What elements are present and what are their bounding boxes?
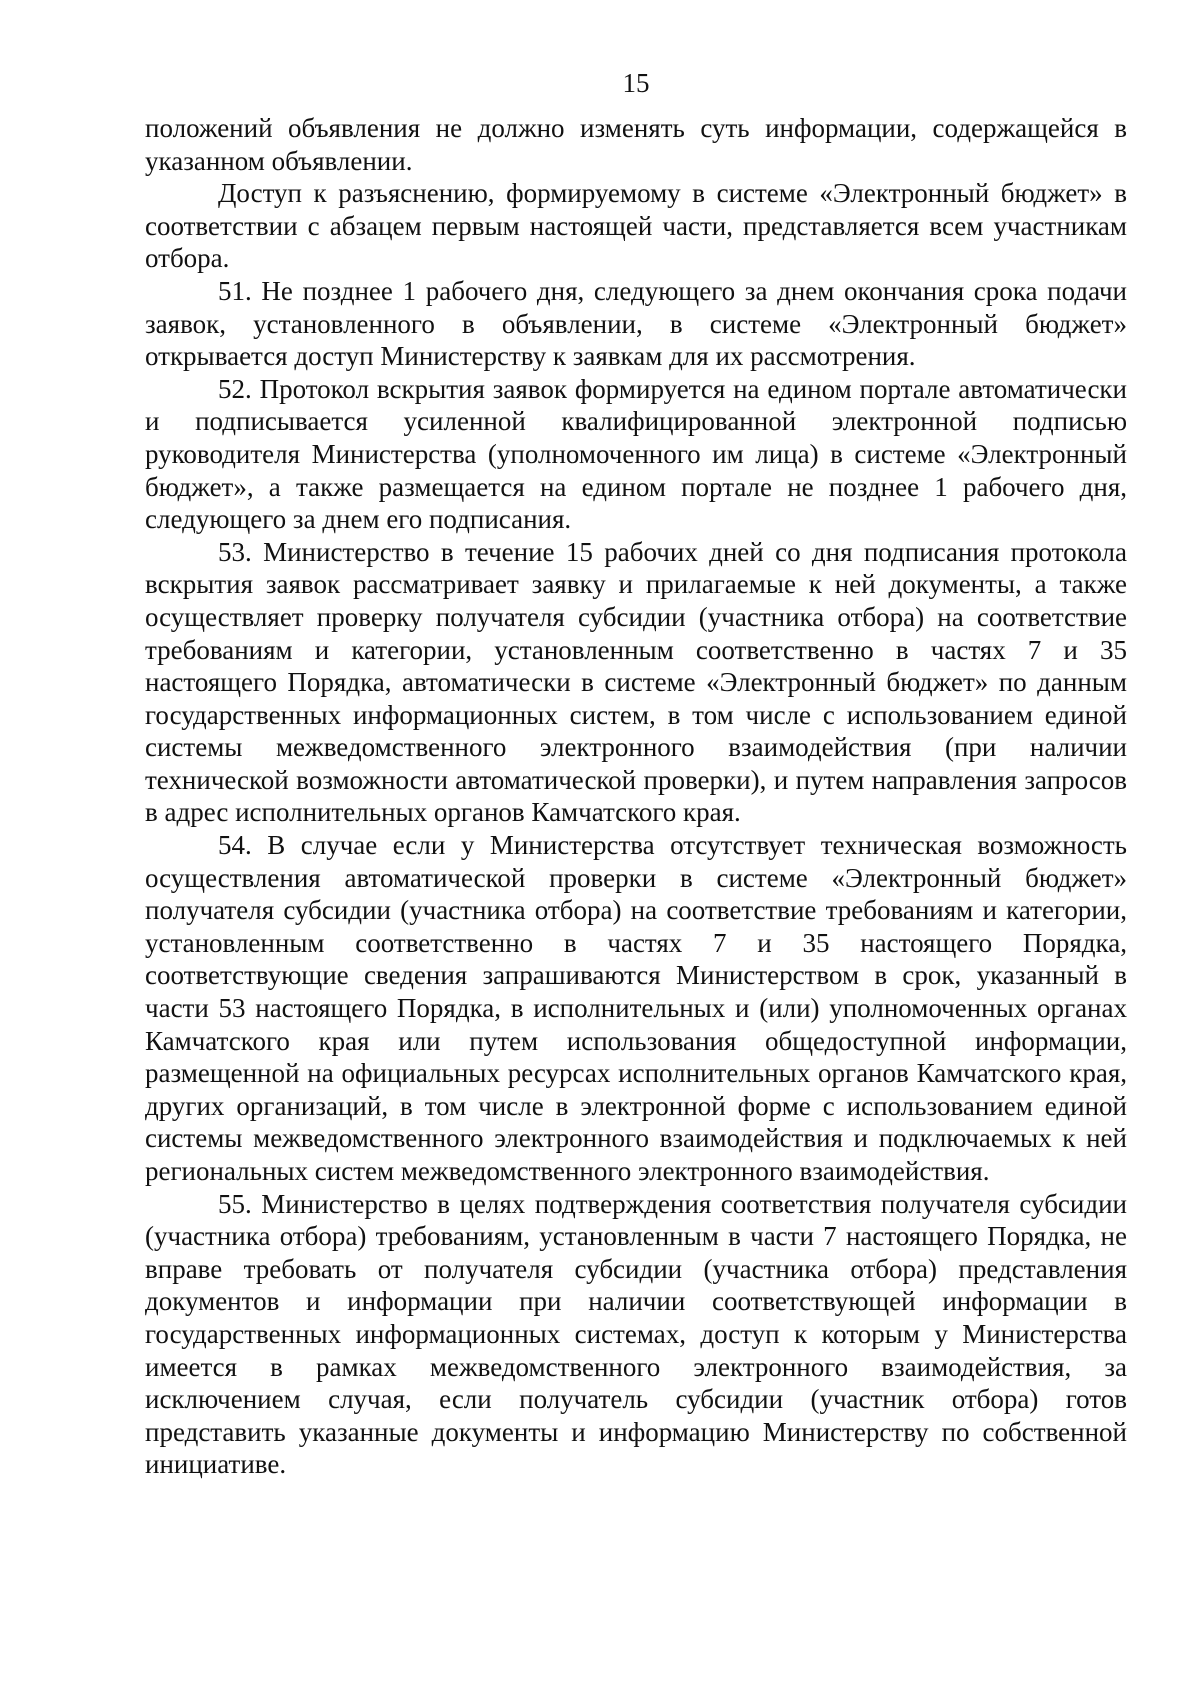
paragraph-52: 52. Протокол вскрытия заявок формируется на едином портале автоматически и подписывается усиленной квалифицированной электронной подписью руководителя Министерства (уполномоченного им лица) в системе «Электронный бюджет», а также размещается на едином портале не позднее 1 рабочего дня, следующего за днем его подписания.: [145, 373, 1127, 535]
paragraph-51: 51. Не позднее 1 рабочего дня, следующего за днем окончания срока подачи заявок, установленного в объявлении, в системе «Электронный бюджет» открывается доступ Министерству к заявкам для их рассмотрения.: [145, 275, 1127, 372]
paragraph-continuation: положений объявления не должно изменять суть информации, содержащейся в указанном объявлении.: [145, 113, 1127, 176]
paragraph-53: 53. Министерство в течение 15 рабочих дней со дня подписания протокола вскрытия заявок рассматривает заявку и прилагаемые к ней документы, а также осуществляет проверку получателя субсидии (участника отбора) на соответствие требованиям и категории, установленным соответственно в частях 7 и 35 настоящего Порядка, автоматически в системе «Электронный бюджет» по данным государственных информационных систем, в том числе с использованием единой системы межведомственного электронного взаимодействия (при наличии технической возможности автоматической проверки), и путем направления запросов в адрес исполнительных органов Камчатского края.: [145, 536, 1127, 828]
paragraph-54: 54. В случае если у Министерства отсутствует техническая возможность осуществления автоматической проверки в системе «Электронный бюджет» получателя субсидии (участника отбора) на соответствие требованиям и категории, установленным соответственно в частях 7 и 35 настоящего Порядка, соответствующие сведения запрашиваются Министерством в срок, указанный в части 53 настоящего Порядка, в исполнительных и (или) уполномоченных органах Камчатского края или путем использования общедоступной информации, размещенной на официальных ресурсах исполнительных органов Камчатского края, других организаций, в том числе в электронной форме с использованием единой системы межведомственного электронного взаимодействия и подключаемых к ней региональных систем межведомственного электронного взаимодействия.: [145, 830, 1127, 1186]
page-number: 15: [622, 68, 650, 98]
document-page: [145, 66, 1127, 1481]
paragraph-55: 55. Министерство в целях подтверждения соответствия получателя субсидии (участника отбора) требованиям, установленным в части 7 настоящего Порядка, не вправе требовать от получателя субсидии (участника отбора) представления документов и информации при наличии соответствующей информации в государственных информационных системах, доступ к которым у Министерства имеется в рамках межведомственного электронного взаимодействия, за исключением случая, если получатель субсидии (участник отбора) готов представить указанные документы и информацию Министерству по собственной инициативе.: [145, 1188, 1127, 1480]
paragraph-access-clarification: Доступ к разъяснению, формируемому в системе «Электронный бюджет» в соответствии с абзацем первым настоящей части, представляется всем участникам отбора.: [145, 178, 1127, 274]
